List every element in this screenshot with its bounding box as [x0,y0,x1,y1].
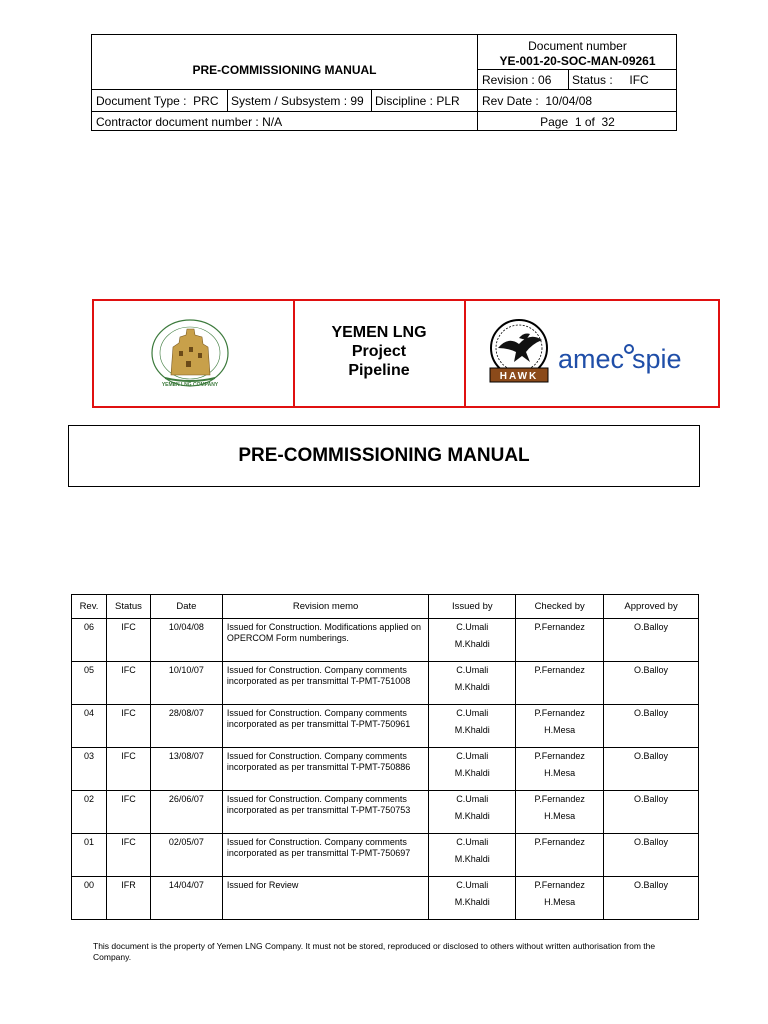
table-row [72,834,699,877]
divider [568,69,569,90]
status-cell: IFC [106,619,150,662]
checked-by-2: H.Mesa [544,897,576,907]
issued-by-2: M.Khaldi [454,682,490,692]
checked-by-cell [516,662,604,705]
yemen-logo-text: YEMEN LNG COMPANY [161,382,219,388]
divider [227,89,228,111]
memo-cell: Issued for Construction. Modifications applied on OPERCOM Form numberings. [222,619,429,662]
approved-by-cell: O.Balloy [604,705,699,748]
rev-cell: 00 [72,877,107,920]
issued-by-2: M.Khaldi [454,639,490,649]
issued-by-cell [429,705,516,748]
checked-by-1: P.Fernandez [534,880,585,890]
main-title: PRE-COMMISSIONING MANUAL [68,425,700,487]
column-header: Checked by [516,595,604,619]
checked-by-1: P.Fernandez [534,708,585,718]
column-header: Rev. [72,595,107,619]
issued-by-1: C.Umali [456,622,489,632]
column-header: Approved by [604,595,699,619]
checked-by-cell [516,834,604,877]
amec-text: amec [558,344,625,374]
issued-by-cell [429,662,516,705]
memo-cell: Issued for Construction. Company comments incorporated as per transmittal T-PMT-751008 [222,662,429,705]
checked-by-cell [516,877,604,920]
doc-number: YE-001-20-SOC-MAN-09261 [499,54,656,68]
date-cell: 14/04/07 [150,877,222,920]
issued-by-2: M.Khaldi [454,854,490,864]
document-type-field: Document Type : PRC [96,94,219,108]
approved-by-cell: O.Balloy [604,791,699,834]
checked-by-1: P.Fernandez [534,622,585,632]
table-header-row [72,595,699,619]
contractor-doc-number: Contractor document number : N/A [96,114,283,129]
date-cell: 28/08/07 [150,705,222,748]
revision-table [71,594,699,920]
issued-by-1: C.Umali [456,751,489,761]
issued-by-cell [429,748,516,791]
date-cell: 02/05/07 [150,834,222,877]
logo-band [92,299,720,408]
date-cell: 26/06/07 [150,791,222,834]
column-header: Revision memo [222,595,429,619]
status-cell: IFC [106,748,150,791]
header-title: PRE-COMMISSIONING MANUAL [192,62,377,77]
project-line-3: Pipeline [348,362,410,379]
checked-by-cell [516,619,604,662]
hawk-logo-text: HAWK [499,371,539,382]
spie-text: spie [632,344,682,374]
memo-cell: Issued for Construction. Company comments incorporated as per transmittal T-PMT-750961 [222,705,429,748]
approved-by-cell: O.Balloy [604,662,699,705]
checked-by-cell [516,705,604,748]
issued-by-1: C.Umali [456,837,489,847]
project-name [294,323,464,380]
date-cell: 13/08/07 [150,748,222,791]
rev-cell: 04 [72,705,107,748]
issued-by-2: M.Khaldi [454,811,490,821]
yemen-lng-logo [149,317,231,389]
issued-by-2: M.Khaldi [454,768,490,778]
column-header: Status [106,595,150,619]
checked-by-1: P.Fernandez [534,665,585,675]
table-row [72,877,699,920]
checked-by-1: P.Fernandez [534,751,585,761]
status-cell: IFC [106,705,150,748]
revision-field: Revision : 06 [482,73,552,87]
issued-by-2: M.Khaldi [454,725,490,735]
issued-by-1: C.Umali [456,665,489,675]
status-cell: IFC [106,662,150,705]
date-cell: 10/10/07 [150,662,222,705]
divider [464,301,466,406]
approved-by-cell: O.Balloy [604,748,699,791]
table-row [72,619,699,662]
amec-spie-logo [558,341,698,375]
document-header [91,34,677,131]
issued-by-cell [429,619,516,662]
hawk-logo [486,318,552,386]
checked-by-1: P.Fernandez [534,837,585,847]
status-cell: IFR [106,877,150,920]
memo-cell: Issued for Construction. Company comments incorporated as per transmittal T-PMT-750886 [222,748,429,791]
table-row [72,791,699,834]
rev-date-field: Rev Date : 10/04/08 [482,94,593,108]
issued-by-1: C.Umali [456,708,489,718]
rev-cell: 02 [72,791,107,834]
issued-by-1: C.Umali [456,794,489,804]
checked-by-2: H.Mesa [544,811,576,821]
rev-cell: 03 [72,748,107,791]
checked-by-1: P.Fernandez [534,794,585,804]
column-header: Issued by [429,595,516,619]
memo-cell: Issued for Review [222,877,429,920]
checked-by-2: H.Mesa [544,768,576,778]
discipline-field: Discipline : PLR [375,94,460,108]
project-line-1: YEMEN LNG [331,324,427,341]
page-number: Page 1 of 32 [540,114,615,129]
status-cell: IFC [106,834,150,877]
table-row [72,748,699,791]
memo-cell: Issued for Construction. Company comments incorporated as per transmittal T-PMT-750697 [222,834,429,877]
memo-cell: Issued for Construction. Company comments incorporated as per transmittal T-PMT-750753 [222,791,429,834]
approved-by-cell: O.Balloy [604,619,699,662]
doc-number-label: Document number [528,39,627,53]
column-header: Date [150,595,222,619]
approved-by-cell: O.Balloy [604,877,699,920]
status-field: Status : IFC [572,73,649,87]
project-line-2: Project [351,343,407,360]
table-row [72,662,699,705]
status-cell: IFC [106,791,150,834]
issued-by-cell [429,791,516,834]
approved-by-cell: O.Balloy [604,834,699,877]
rev-cell: 01 [72,834,107,877]
table-row [72,705,699,748]
confidentiality-notice: This document is the property of Yemen LNG Company. It must not be stored, reproduced or disclosed to others without written authorisation from the Company. [93,941,656,962]
rev-cell: 05 [72,662,107,705]
issued-by-cell [429,877,516,920]
checked-by-2: H.Mesa [544,725,576,735]
issued-by-2: M.Khaldi [454,897,490,907]
issued-by-cell [429,834,516,877]
checked-by-cell [516,748,604,791]
issued-by-1: C.Umali [456,880,489,890]
system-subsystem-field: System / Subsystem : 99 [231,94,364,108]
date-cell: 10/04/08 [150,619,222,662]
checked-by-cell [516,791,604,834]
rev-cell: 06 [72,619,107,662]
